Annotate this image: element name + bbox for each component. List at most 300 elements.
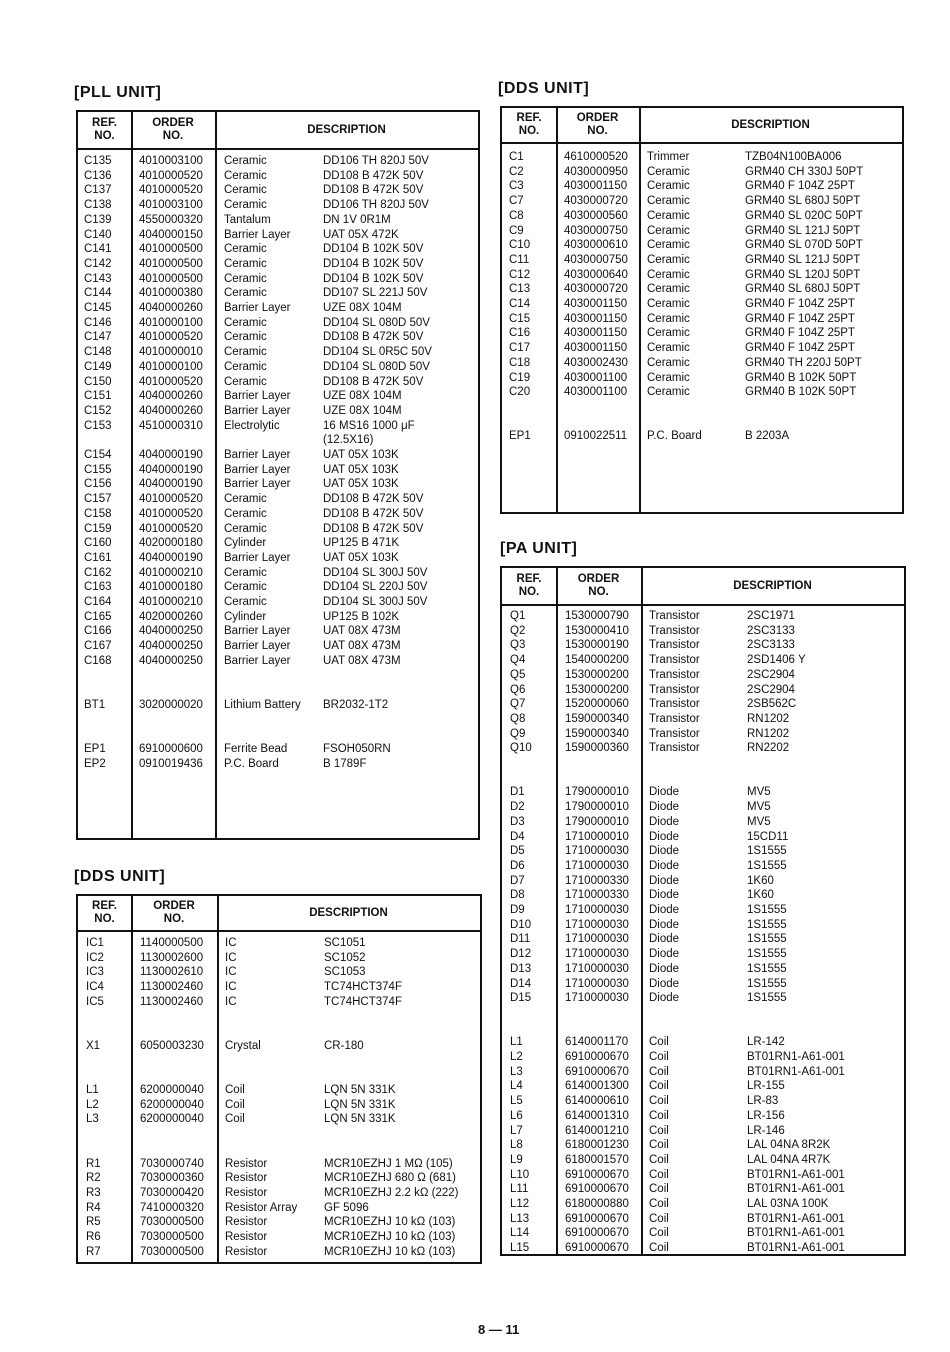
header-order-no: ORDER NO.	[577, 573, 620, 598]
ref-no-cell: C156	[84, 478, 112, 491]
order-no-cell: 4030000560	[564, 209, 628, 222]
order-no-cell: 6140001300	[565, 1080, 629, 1093]
order-no-cell: 1710000030	[565, 992, 629, 1005]
part-spec-cell: DD108 B 472K 50V	[323, 184, 424, 197]
table-row	[78, 1098, 480, 1113]
header-description: DESCRIPTION	[309, 906, 388, 919]
part-type-cell: Barrier Layer	[224, 478, 291, 491]
part-spec-cell: 2SC1971	[747, 610, 795, 622]
ref-no-cell: C12	[509, 268, 531, 281]
part-type-cell: Crystal	[225, 1039, 261, 1052]
table-row	[502, 253, 902, 268]
order-no-cell: 4030000610	[564, 239, 628, 252]
order-no-cell: 4010000010	[139, 346, 203, 359]
table-row	[502, 1168, 904, 1183]
table-row	[78, 536, 478, 551]
part-type-cell: Ceramic	[647, 356, 690, 369]
table-row	[502, 712, 904, 727]
order-no-cell: 1710000030	[565, 845, 629, 858]
order-no-cell: 4010000500	[139, 257, 203, 270]
order-no-cell: 4030001100	[564, 371, 628, 384]
part-spec-cell: 2SD1406 Y	[747, 654, 806, 667]
order-no-cell: 4010000520	[139, 507, 203, 520]
table-row	[78, 610, 478, 625]
part-type-cell: Coil	[649, 1139, 669, 1152]
header-ref-no: REF. NO.	[516, 573, 542, 598]
part-spec-cell: LQN 5N 331K	[324, 1084, 396, 1096]
ref-no-cell: C144	[84, 287, 112, 300]
ref-no-cell: D12	[510, 948, 532, 961]
table-row	[502, 1226, 904, 1241]
part-spec-cell: DD104 SL 300J 50V	[323, 596, 428, 608]
part-spec-cell: GRM40 B 102K 50PT	[745, 386, 857, 399]
part-spec-cell: SC1052	[324, 951, 366, 964]
part-type-cell: Ceramic	[224, 257, 267, 270]
part-type-cell: Ceramic	[224, 169, 267, 182]
table-row	[502, 609, 904, 624]
ref-no-cell: D3	[510, 815, 525, 828]
table-row	[502, 297, 902, 312]
part-type-cell: Coil	[649, 1153, 669, 1166]
order-no-cell: 4010003100	[139, 155, 203, 167]
part-spec-cell: DD108 B 472K 50V	[323, 375, 424, 388]
table-row	[502, 238, 902, 253]
table-row	[502, 341, 902, 356]
order-no-cell: 1710000030	[565, 948, 629, 961]
ref-no-cell: D10	[510, 918, 532, 931]
part-type-cell: Barrier Layer	[224, 390, 291, 403]
ref-no-cell: Q4	[510, 654, 526, 667]
part-spec-cell: UAT 08X 473M	[323, 640, 401, 653]
part-spec-cell: 1S1555	[747, 904, 787, 916]
table-row	[502, 1021, 904, 1036]
order-no-cell: 1590000340	[565, 727, 629, 740]
part-spec-cell: UAT 05X 103K	[323, 478, 399, 491]
part-spec-cell: 16 MS16 1000 μF	[323, 419, 415, 432]
ref-no-cell: C138	[84, 199, 112, 212]
part-type-cell: Ceramic	[224, 272, 267, 285]
ref-no-cell: EP1	[509, 430, 531, 443]
part-spec-cell: GRM40 F 104Z 25PT	[745, 312, 855, 325]
order-no-cell: 6910000670	[565, 1051, 629, 1063]
ref-no-cell: C151	[84, 390, 112, 403]
ref-no-cell: C8	[509, 209, 524, 222]
part-type-cell: Ceramic	[224, 287, 267, 300]
order-no-cell: 4030001150	[564, 327, 628, 340]
ref-no-cell: C3	[509, 180, 524, 193]
ref-no-cell: C148	[84, 346, 112, 359]
table-row	[78, 198, 478, 213]
ref-no-cell: L1	[86, 1084, 99, 1096]
ref-no-cell: L3	[510, 1065, 523, 1078]
part-spec-cell: MV5	[747, 786, 771, 799]
dds-unit-right-title: [DDS UNIT]	[498, 80, 590, 97]
table-row	[502, 844, 904, 859]
part-type-cell: Diode	[649, 948, 680, 961]
part-type-cell: Diode	[649, 859, 680, 872]
part-type-cell: Coil	[649, 1065, 669, 1078]
ref-no-cell: C13	[509, 283, 531, 296]
order-no-cell: 4030001150	[564, 298, 628, 310]
part-type-cell: Ceramic	[647, 253, 690, 266]
order-no-cell: 7030000420	[140, 1186, 204, 1199]
ref-no-cell: Q2	[510, 624, 526, 637]
order-no-cell: 4030001150	[564, 180, 628, 193]
order-no-cell: 4010000100	[139, 316, 203, 329]
order-no-cell: 1790000010	[565, 815, 629, 828]
table-row	[502, 356, 902, 371]
order-no-cell: 4010000520	[139, 522, 203, 535]
part-spec-cell: GRM40 F 104Z 25PT	[745, 180, 855, 193]
ref-no-cell: L14	[510, 1227, 530, 1240]
table-row	[502, 874, 904, 889]
table-row	[78, 507, 478, 522]
part-type-cell: Ceramic	[647, 283, 690, 296]
ref-no-cell: C163	[84, 581, 112, 594]
ref-no-cell: L11	[510, 1183, 529, 1196]
part-spec-cell: UZE 08X 104M	[323, 404, 402, 417]
order-no-cell: 1530000200	[565, 668, 629, 681]
header-description: DESCRIPTION	[307, 123, 386, 136]
table-row	[502, 312, 902, 327]
part-spec-cell: DN 1V 0R1M	[323, 213, 391, 226]
part-type-cell: Diode	[649, 830, 680, 843]
part-spec-cell: UAT 05X 103K	[323, 463, 399, 476]
order-no-cell: 6180001570	[565, 1153, 629, 1166]
part-type-cell: Coil	[649, 1227, 669, 1240]
table-row	[502, 815, 904, 830]
part-type-cell: Ceramic	[647, 224, 690, 237]
part-type-cell: P.C. Board	[647, 430, 702, 443]
ref-no-cell: C153	[84, 419, 112, 432]
table-row	[502, 1035, 904, 1050]
part-spec-cell: BT01RN1-A61-001	[747, 1051, 845, 1063]
part-type-cell: IC	[225, 981, 237, 994]
part-type-cell: Electrolytic	[224, 419, 280, 432]
table-row	[502, 1124, 904, 1139]
table-row	[502, 668, 904, 683]
part-type-cell: Ceramic	[224, 375, 267, 388]
part-type-cell: Coil	[225, 1098, 245, 1111]
part-spec-cell: TZB04N100BA006	[745, 151, 842, 163]
table-row	[502, 785, 904, 800]
order-no-cell: 3020000020	[139, 698, 203, 711]
dds-unit-left-title: [DDS UNIT]	[74, 868, 166, 885]
order-no-cell: 1710000030	[565, 933, 629, 946]
part-spec-cell: UAT 05X 103K	[323, 449, 399, 461]
header-ref-no: REF. NO.	[92, 900, 117, 925]
order-no-cell: 1710000030	[565, 904, 629, 916]
part-spec-cell: LR-156	[747, 1109, 785, 1122]
order-no-cell: 1520000060	[565, 698, 629, 711]
table-row	[502, 918, 904, 933]
part-type-cell: Diode	[649, 992, 680, 1005]
table-row	[502, 1212, 904, 1227]
part-spec-cell: DD108 B 472K 50V	[323, 507, 424, 520]
ref-no-cell: D2	[510, 801, 525, 814]
ref-no-cell: Q6	[510, 683, 526, 696]
part-spec-cell: DD104 SL 080D 50V	[323, 360, 430, 373]
table-row	[78, 477, 478, 492]
part-spec-cell: CR-180	[324, 1039, 364, 1052]
order-no-cell: 6180000880	[565, 1198, 629, 1210]
table-row	[78, 1201, 480, 1216]
part-type-cell: Trimmer	[647, 151, 690, 163]
part-spec-cell: GRM40 B 102K 50PT	[745, 371, 857, 384]
order-no-cell: 1790000010	[565, 801, 629, 814]
part-type-cell: Barrier Layer	[224, 302, 291, 314]
order-no-cell: 1130002460	[140, 995, 204, 1008]
table-row	[502, 683, 904, 698]
table-row	[78, 713, 478, 728]
part-type-cell: Ceramic	[647, 312, 690, 325]
page-number: 8 — 11	[478, 1322, 520, 1337]
table-row	[78, 1039, 480, 1054]
ref-no-cell: D5	[510, 845, 525, 858]
ref-no-cell: C141	[84, 243, 112, 256]
part-type-cell: Ceramic	[224, 522, 267, 535]
part-type-cell: Barrier Layer	[224, 654, 291, 667]
order-no-cell: 4010000520	[139, 493, 203, 506]
order-no-cell: 6140001170	[565, 1036, 629, 1049]
ref-no-cell: C160	[84, 537, 112, 550]
table-row	[78, 154, 478, 169]
part-type-cell: Transistor	[649, 639, 700, 652]
part-spec-cell: GRM40 SL 070D 50PT	[745, 239, 863, 252]
order-no-cell: 6910000670	[565, 1168, 629, 1181]
table-row	[78, 654, 478, 669]
part-spec-cell: SC1053	[324, 966, 366, 979]
order-no-cell: 1590000340	[565, 712, 629, 725]
part-type-cell: Diode	[649, 845, 680, 858]
part-spec-cell: UAT 05X 472K	[323, 228, 399, 241]
order-no-cell: 4030000750	[564, 253, 628, 266]
table-row	[78, 228, 478, 243]
ref-no-cell: C159	[84, 522, 112, 535]
part-spec-cell: TC74HCT374F	[324, 995, 402, 1008]
ref-no-cell: C7	[509, 195, 524, 208]
dds-unit-left-table	[76, 894, 482, 1264]
order-no-cell: 4030001150	[564, 342, 628, 355]
table-row	[502, 415, 902, 430]
table-row	[78, 419, 478, 434]
ref-no-cell: C16	[509, 327, 531, 340]
dds-unit-right-table	[500, 106, 904, 514]
part-spec-cell: (12.5X16)	[323, 434, 374, 447]
part-type-cell: Ceramic	[647, 180, 690, 193]
part-spec-cell: LAL 03NA 100K	[747, 1198, 829, 1210]
part-type-cell: Resistor	[225, 1157, 268, 1170]
ref-no-cell: L5	[510, 1095, 523, 1108]
ref-no-cell: C152	[84, 404, 112, 417]
table-row	[502, 903, 904, 918]
order-no-cell: 4030001100	[564, 386, 628, 399]
order-no-cell: 4040000250	[139, 625, 203, 638]
order-no-cell: 4030000720	[564, 283, 628, 296]
part-type-cell: Ceramic	[647, 165, 690, 178]
part-spec-cell: GRM40 F 104Z 25PT	[745, 298, 855, 310]
ref-no-cell: C164	[84, 596, 112, 608]
part-type-cell: Resistor	[225, 1186, 268, 1199]
table-row	[502, 991, 904, 1006]
table-row	[78, 242, 478, 257]
table-row	[78, 1157, 480, 1172]
table-row	[502, 756, 904, 771]
part-spec-cell: BT01RN1-A61-001	[747, 1242, 845, 1255]
part-type-cell: Ceramic	[647, 327, 690, 340]
table-row	[502, 830, 904, 845]
order-no-cell: 4010000520	[139, 184, 203, 197]
part-type-cell: Diode	[649, 933, 680, 946]
ref-no-cell: C149	[84, 360, 112, 373]
table-row	[78, 330, 478, 345]
part-type-cell: Coil	[649, 1124, 669, 1137]
table-row	[78, 698, 478, 713]
order-no-cell: 4040000250	[139, 640, 203, 653]
ref-no-cell: C10	[509, 239, 531, 252]
table-row	[502, 638, 904, 653]
table-row	[502, 1197, 904, 1212]
part-spec-cell: LAL 04NA 4R7K	[747, 1153, 831, 1166]
ref-no-cell: C137	[84, 184, 112, 197]
part-spec-cell: GRM40 TH 220J 50PT	[745, 356, 862, 369]
part-type-cell: Barrier Layer	[224, 404, 291, 417]
part-spec-cell: 1S1555	[747, 962, 787, 975]
table-row	[78, 1230, 480, 1245]
part-type-cell: Barrier Layer	[224, 228, 291, 241]
part-spec-cell: 2SB562C	[747, 698, 797, 711]
ref-no-cell: L2	[510, 1051, 523, 1063]
order-no-cell: 4030000640	[564, 268, 628, 281]
ref-no-cell: C158	[84, 507, 112, 520]
order-no-cell: 6140000610	[565, 1095, 629, 1108]
table-row	[78, 595, 478, 610]
order-no-cell: 4550000320	[139, 213, 203, 226]
table-row	[78, 1112, 480, 1127]
order-no-cell: 4040000260	[139, 302, 203, 314]
part-type-cell: Ceramic	[647, 298, 690, 310]
part-spec-cell: UAT 05X 103K	[323, 551, 399, 564]
order-no-cell: 0910022511	[564, 430, 628, 443]
part-type-cell: Barrier Layer	[224, 463, 291, 476]
table-row	[502, 385, 902, 400]
order-no-cell: 1130002460	[140, 981, 204, 994]
order-no-cell: 4040000260	[139, 404, 203, 417]
order-no-cell: 6910000600	[139, 743, 203, 755]
ref-no-cell: C135	[84, 155, 112, 167]
order-no-cell: 4030000950	[564, 165, 628, 178]
header-ref-no: REF. NO.	[92, 117, 117, 142]
ref-no-cell: L10	[510, 1168, 530, 1181]
part-spec-cell: 1S1555	[747, 977, 787, 990]
ref-no-cell: Q8	[510, 712, 526, 725]
ref-no-cell: C146	[84, 316, 112, 329]
order-no-cell: 1590000360	[565, 742, 629, 755]
part-spec-cell: RN1202	[747, 712, 790, 725]
order-no-cell: 4010003100	[139, 199, 203, 212]
table-row	[502, 1050, 904, 1065]
part-spec-cell: LQN 5N 331K	[324, 1113, 396, 1126]
part-spec-cell: UAT 08X 473M	[323, 625, 401, 638]
part-spec-cell: DD107 SL 221J 50V	[323, 287, 428, 300]
part-type-cell: Ceramic	[224, 346, 267, 359]
order-no-cell: 1130002600	[140, 951, 204, 964]
table-row	[502, 859, 904, 874]
part-spec-cell: UZE 08X 104M	[323, 302, 402, 314]
ref-no-cell: C2	[509, 165, 524, 178]
table-row	[502, 727, 904, 742]
ref-no-cell: C136	[84, 169, 112, 182]
part-spec-cell: RN1202	[747, 727, 790, 740]
part-type-cell: Resistor	[225, 1172, 268, 1185]
order-no-cell: 1710000030	[565, 918, 629, 931]
part-spec-cell: 2SC3133	[747, 624, 795, 637]
order-no-cell: 1710000030	[565, 859, 629, 872]
table-row	[502, 1241, 904, 1256]
part-type-cell: Coil	[649, 1212, 669, 1225]
part-spec-cell: 1S1555	[747, 918, 787, 931]
part-spec-cell: 1K60	[747, 874, 774, 887]
ref-no-cell: C140	[84, 228, 112, 241]
part-spec-cell: GRM40 SL 121J 50PT	[745, 224, 861, 237]
order-no-cell: 1710000330	[565, 874, 629, 887]
order-no-cell: 1140000500	[140, 937, 204, 949]
order-no-cell: 4010000520	[139, 331, 203, 344]
order-no-cell: 7030000500	[140, 1216, 204, 1229]
table-row	[502, 1138, 904, 1153]
part-type-cell: Diode	[649, 918, 680, 931]
table-row	[78, 980, 480, 995]
header-description: DESCRIPTION	[733, 579, 812, 592]
part-spec-cell: BR2032-1T2	[323, 698, 389, 711]
part-spec-cell: 1S1555	[747, 933, 787, 946]
part-spec-cell: GRM40 F 104Z 25PT	[745, 342, 855, 355]
part-type-cell: Diode	[649, 889, 680, 902]
ref-no-cell: L12	[510, 1198, 530, 1210]
part-type-cell: Coil	[649, 1242, 669, 1255]
table-row	[78, 286, 478, 301]
part-spec-cell: 15CD11	[747, 830, 789, 843]
order-no-cell: 4040000260	[139, 390, 203, 403]
order-no-cell: 1530000200	[565, 683, 629, 696]
ref-no-cell: C161	[84, 551, 112, 564]
table-row	[502, 194, 902, 209]
ref-no-cell: C20	[509, 386, 531, 399]
order-no-cell: 6050003230	[140, 1039, 204, 1052]
part-spec-cell: DD104 B 102K 50V	[323, 257, 424, 270]
part-spec-cell: LR-155	[747, 1080, 785, 1093]
part-spec-cell: MCR10EZHJ 680 Ω (681)	[324, 1172, 456, 1185]
order-no-cell: 6200000040	[140, 1113, 204, 1126]
table-row	[78, 669, 478, 684]
table-row	[78, 951, 480, 966]
table-row	[78, 345, 478, 360]
order-no-cell: 4040000250	[139, 654, 203, 667]
table-row	[78, 433, 478, 448]
ref-no-cell: X1	[86, 1039, 101, 1052]
table-row	[78, 551, 478, 566]
part-type-cell: Lithium Battery	[224, 698, 301, 711]
part-spec-cell: GRM40 SL 680J 50PT	[745, 195, 861, 208]
order-no-cell: 4030002430	[564, 356, 628, 369]
part-type-cell: Transistor	[649, 727, 700, 740]
ref-no-cell: IC1	[86, 937, 104, 949]
ref-no-cell: EP2	[84, 757, 106, 770]
part-spec-cell: 1S1555	[747, 948, 787, 961]
order-no-cell: 1530000190	[565, 639, 629, 652]
part-spec-cell: DD104 SL 0R5C 50V	[323, 346, 432, 359]
part-type-cell: Ceramic	[647, 239, 690, 252]
